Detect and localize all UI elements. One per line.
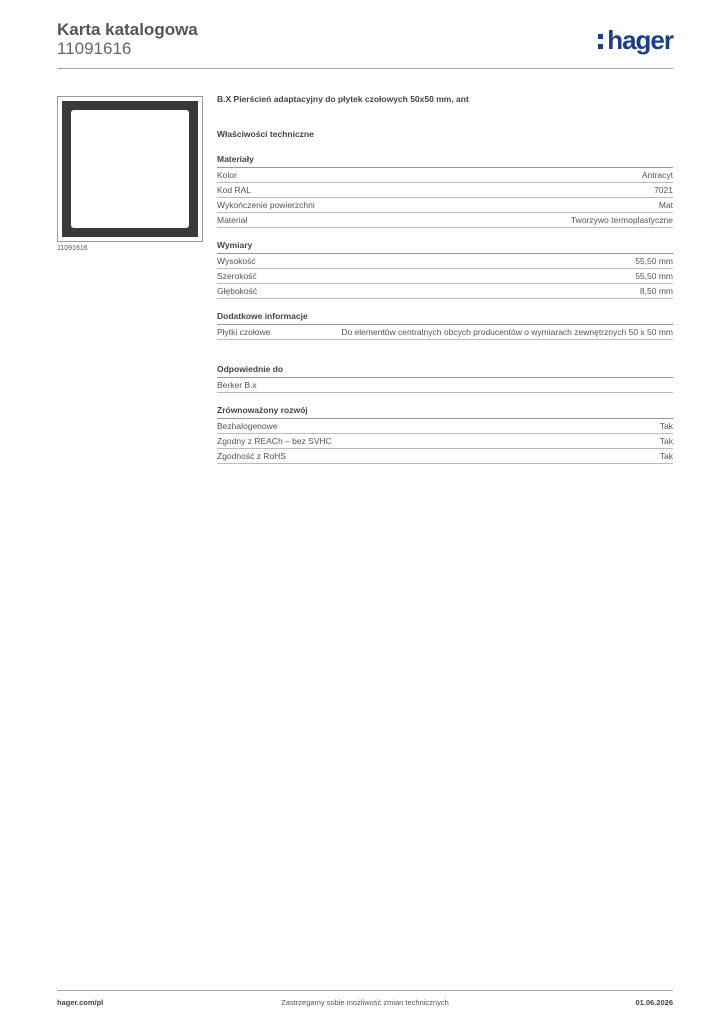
logo-text: hager — [607, 25, 673, 55]
product-image — [57, 96, 203, 242]
row-value: Tak — [659, 450, 673, 461]
row-label: Berker B.x — [217, 379, 257, 390]
materials-heading: Materiały — [217, 154, 673, 168]
footer-divider — [57, 990, 673, 991]
document-number: 11091616 — [57, 39, 132, 58]
additional-info-heading: Dodatkowe informacje — [217, 311, 673, 325]
table-row — [217, 434, 673, 449]
row-value: Tak — [659, 420, 673, 431]
row-label: Bezhalogenowe — [217, 420, 278, 431]
row-label: Głębokość — [217, 285, 258, 296]
row-label: Kod RAL — [217, 184, 252, 195]
frame-opening — [71, 110, 189, 228]
row-label: Kolor — [217, 169, 237, 180]
row-label: Szerokość — [217, 270, 257, 281]
dimensions-heading: Wymiary — [217, 240, 673, 254]
table-row — [217, 378, 673, 393]
product-details — [217, 94, 673, 476]
image-caption: 11091616 — [57, 245, 88, 252]
table-row — [217, 284, 673, 299]
row-value: Tworzywo termoplastyczne — [570, 214, 673, 225]
document-title: Karta katalogowa — [57, 20, 198, 39]
footer-website-link[interactable]: hager.com/pl — [57, 998, 104, 1007]
row-label: Wykończenie powierzchni — [217, 199, 315, 210]
row-value: Antracyt — [641, 169, 673, 180]
sustainability-group — [217, 405, 673, 464]
table-row — [217, 325, 673, 340]
row-label: Płytki czołowe — [217, 326, 271, 337]
row-value: 8,50 mm — [639, 285, 673, 296]
row-value: Do elementów centralnych obcych producentów o wymiarach zewnętrznych 50 x 50 mm — [341, 326, 673, 337]
row-label: Zgodność z RoHS — [217, 450, 286, 461]
table-row — [217, 213, 673, 228]
table-row — [217, 183, 673, 198]
header-divider — [57, 68, 673, 69]
footer-date: 01.06.2026 — [635, 998, 673, 1007]
row-value: 7021 — [654, 184, 673, 195]
technical-properties-heading: Właściwości techniczne — [217, 129, 314, 139]
table-row — [217, 419, 673, 434]
table-row — [217, 198, 673, 213]
adapter-ring-frame-icon — [62, 101, 198, 237]
row-label: Zgodny z REACh – bez SVHC — [217, 435, 332, 446]
page-header — [57, 20, 673, 68]
row-value: Tak — [659, 435, 673, 446]
row-value: 55,50 mm — [635, 255, 673, 266]
suitable-for-heading: Odpowiednie do — [217, 364, 673, 378]
dimensions-group — [217, 240, 673, 299]
product-title: B.X Pierścień adaptacyjny do płytek czołowych 50x50 mm, ant — [217, 94, 469, 104]
logo-dots-icon — [598, 31, 605, 51]
additional-info-group — [217, 311, 673, 340]
table-row — [217, 168, 673, 183]
row-label: Wysokość — [217, 255, 256, 266]
row-label: Materiał — [217, 214, 248, 225]
materials-group — [217, 154, 673, 228]
row-value: 55,50 mm — [635, 270, 673, 281]
suitable-for-group — [217, 364, 673, 393]
footer-notice: Zastrzegamy sobie możliwość zmian technicznych — [281, 998, 449, 1007]
table-row — [217, 254, 673, 269]
table-row — [217, 269, 673, 284]
hager-logo — [598, 26, 673, 54]
sustainability-heading: Zrównoważony rozwój — [217, 405, 673, 419]
table-row — [217, 449, 673, 464]
row-value: Mat — [658, 199, 673, 210]
